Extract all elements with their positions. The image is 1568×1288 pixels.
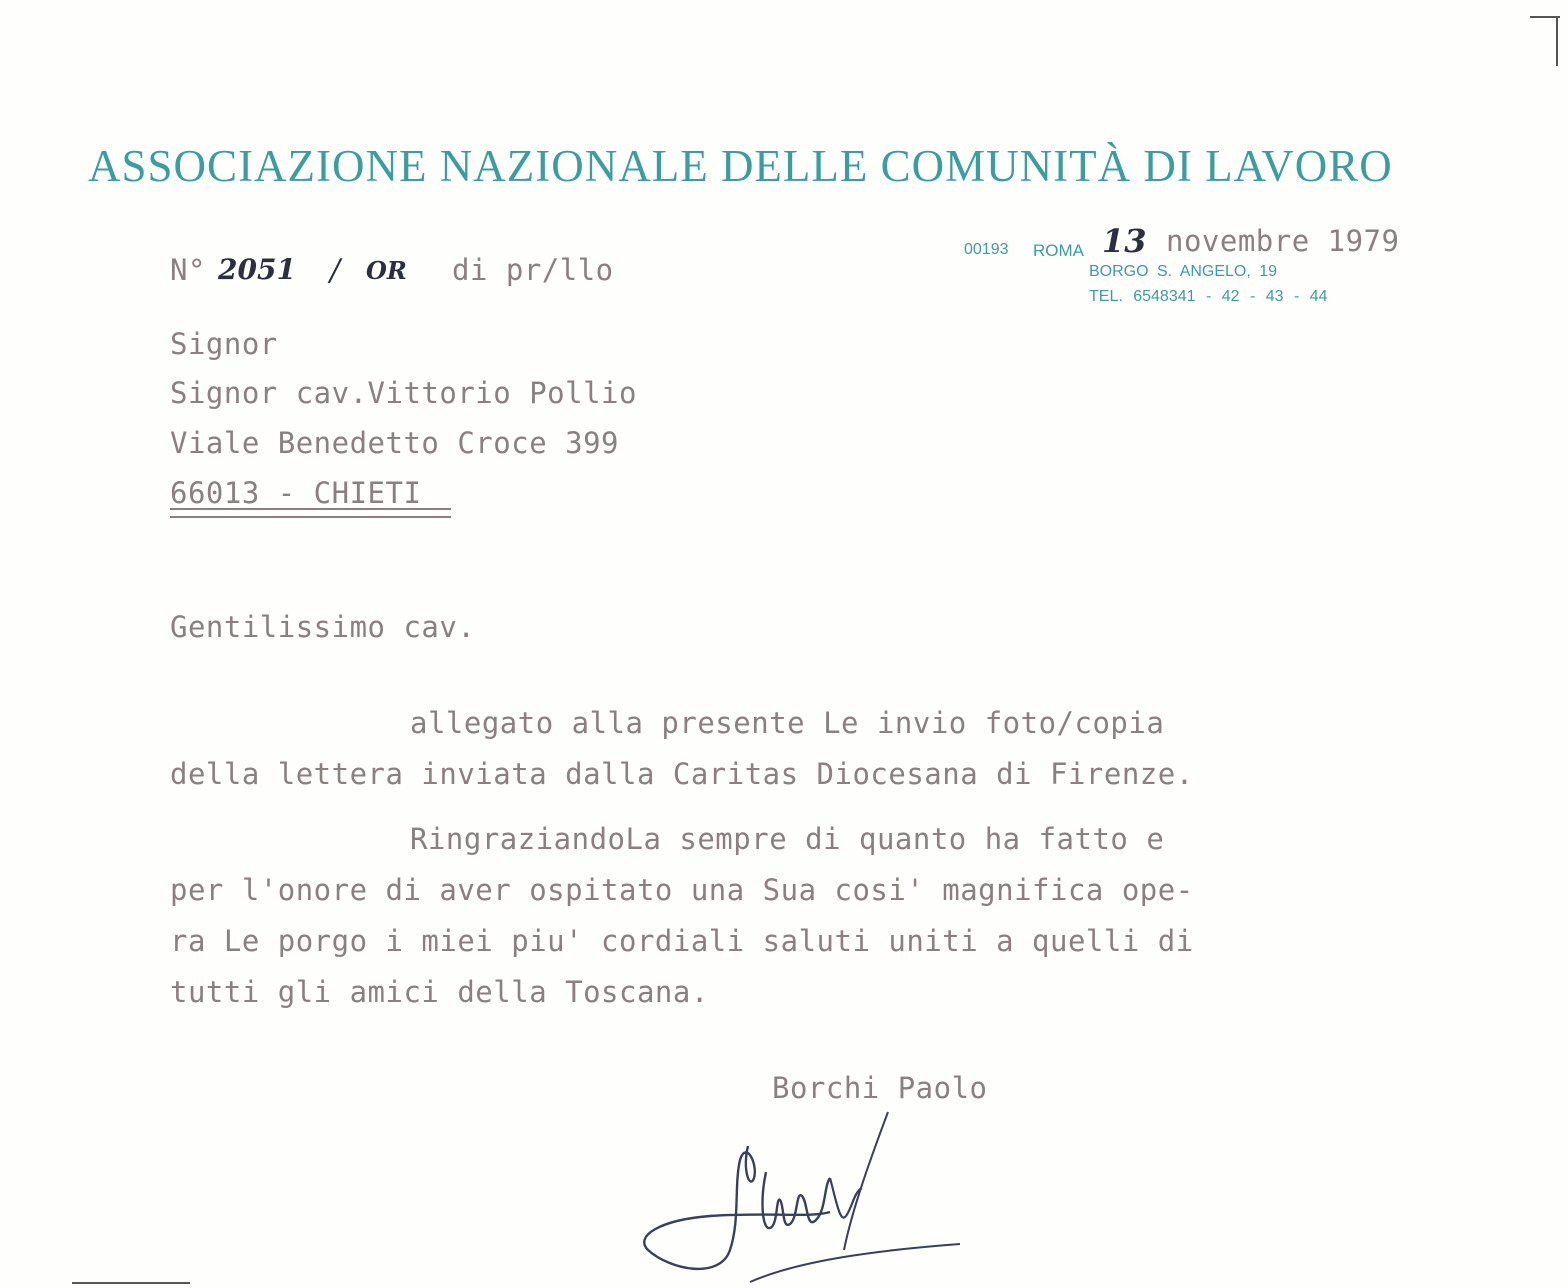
recipient-city-underline — [170, 508, 451, 518]
handwritten-signature — [630, 1100, 970, 1288]
recipient-name: Signor cav.Vittorio Pollio — [170, 376, 637, 410]
date-day-handwritten: 13 — [1102, 222, 1147, 260]
body-paragraph-2-line-1: RingraziandoLa sempre di quanto ha fatto e — [410, 822, 1165, 856]
reference-suffix: di pr/llo — [452, 253, 614, 287]
letterhead-city: ROMA — [1033, 241, 1084, 260]
date-month-year: novembre 1979 — [1166, 224, 1400, 258]
reference-prefix: N° — [170, 253, 206, 287]
letterhead-title: ASSOCIAZIONE NAZIONALE DELLE COMUNITÀ DI LAVORO — [88, 141, 1393, 191]
body-paragraph-2-line-2: per l'onore di aver ospitato una Sua cosi' magnifica ope- — [170, 873, 1194, 907]
recipient-street: Viale Benedetto Croce 399 — [170, 426, 619, 460]
reference-code-handwritten: OR — [366, 256, 407, 285]
letterhead-postcode: 00193 — [964, 241, 1009, 258]
crop-mark-bottom-left — [72, 1282, 190, 1284]
body-paragraph-2-line-4: tutti gli amici della Toscana. — [170, 975, 709, 1009]
reference-number-handwritten: 2051 — [218, 253, 296, 286]
body-paragraph-1-line-1: allegato alla presente Le invio foto/copia — [410, 706, 1165, 740]
recipient-city: 66013 - CHIETI — [170, 476, 422, 510]
body-paragraph-1-line-2: della lettera inviata dalla Caritas Diocesana di Firenze. — [170, 757, 1194, 791]
letterhead-address: BORGO S. ANGELO, 19 — [1089, 263, 1278, 280]
crop-mark-top-right-vertical — [1556, 16, 1558, 66]
recipient-line-0: Signor — [170, 327, 278, 361]
signer-name: Borchi Paolo — [772, 1071, 988, 1105]
salutation: Gentilissimo cav. — [170, 610, 476, 644]
body-paragraph-2-line-3: ra Le porgo i miei piu' cordiali saluti uniti a quelli di — [170, 924, 1194, 958]
letterhead-phone: TEL. 6548341 - 42 - 43 - 44 — [1089, 288, 1328, 305]
reference-slash: / — [330, 253, 341, 288]
